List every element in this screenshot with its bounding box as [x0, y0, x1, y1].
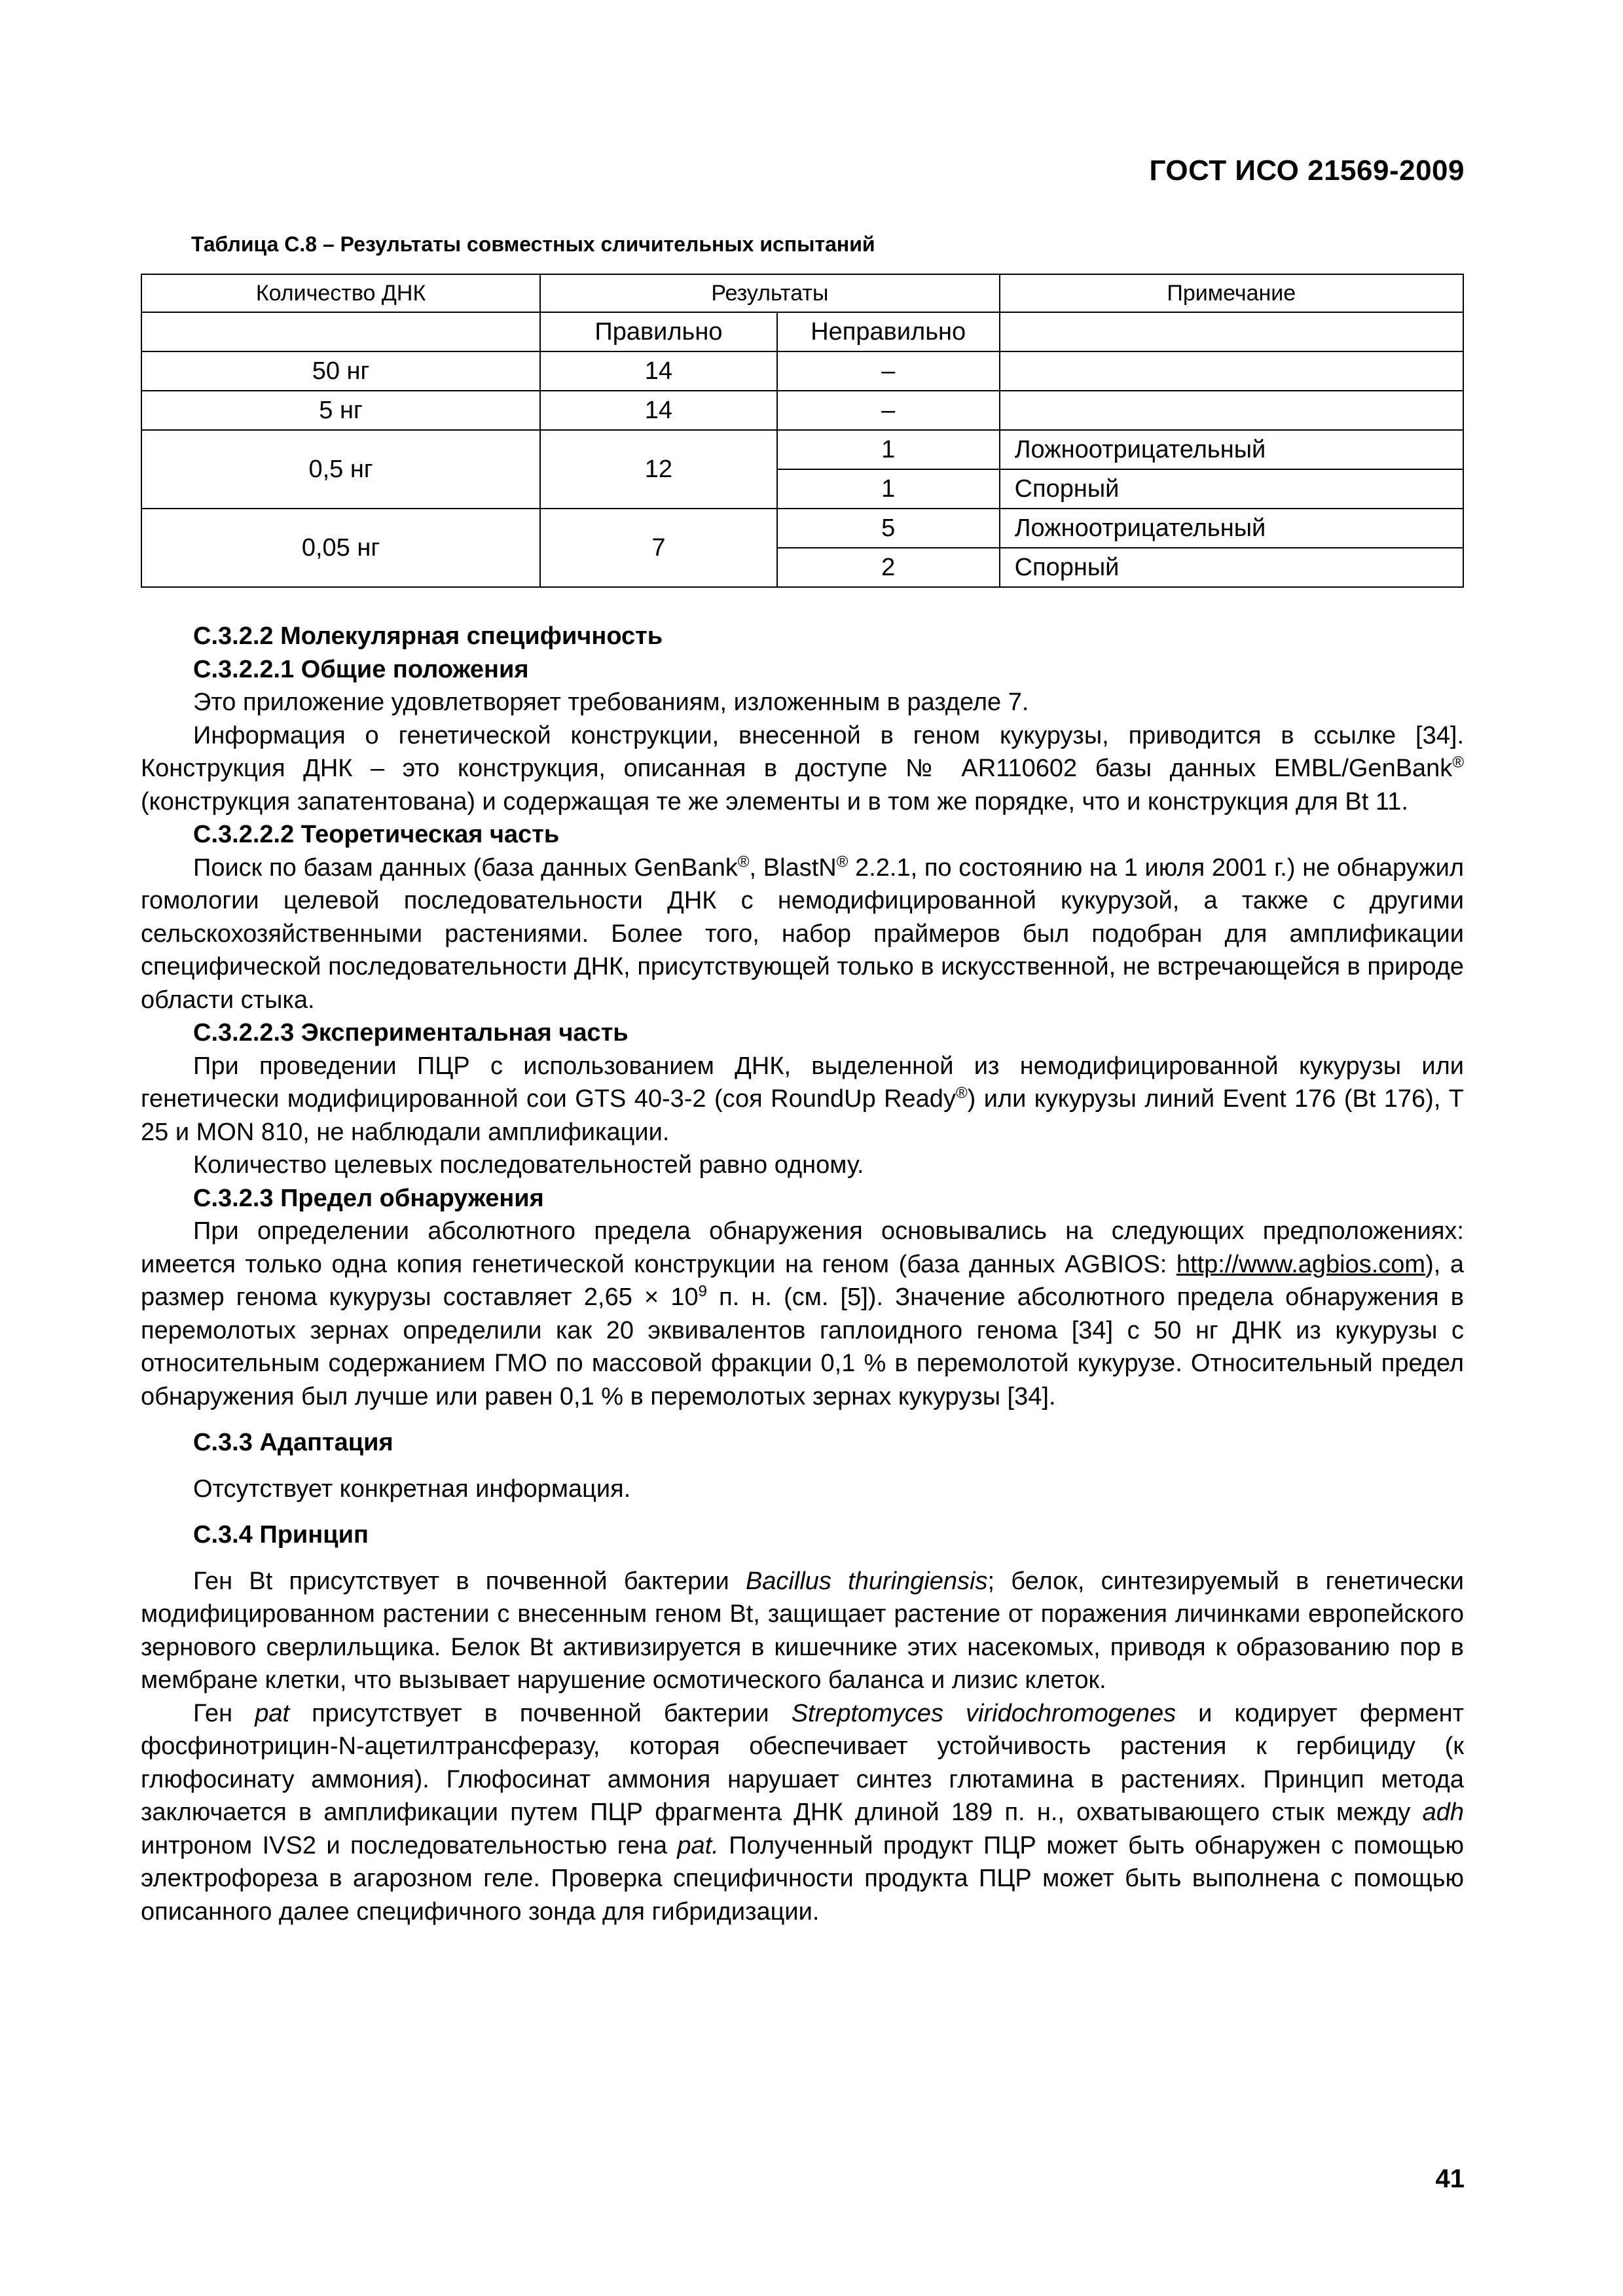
table-header-row — [141, 274, 1463, 312]
table-caption: Таблица С.8 – Результаты совместных сличительных испытаний — [191, 232, 875, 256]
section-heading: С.3.4 Принцип — [193, 1521, 369, 1549]
section-heading: С.3.2.3 Предел обнаружения — [193, 1184, 544, 1212]
section-heading: С.3.2.2.1 Общие положения — [193, 655, 529, 683]
cell-dna: 0,05 нг — [141, 509, 540, 587]
cell-dna: 0,5 нг — [141, 430, 540, 509]
cell-note: Спорный — [1000, 469, 1463, 509]
cell-correct: 14 — [540, 351, 777, 391]
paragraph: Информация о генетической конструкции, внесенной в геном кукурузы, приводится в ссылке [34]. Конструкция ДНК – это конструкция, описанная в доступе № AR110602 базы данных EMBL/GenBank® (конструкция запатентована) и содержащая те же элементы и в том же порядке, что и конструкция для Bt 11. — [141, 721, 1464, 816]
cell-incorrect: 5 — [777, 509, 1000, 548]
cell-note: Ложноотрицательный — [1000, 509, 1463, 548]
table-row — [141, 509, 1463, 548]
cell-note — [1000, 351, 1463, 391]
header-correct: Правильно — [540, 312, 777, 351]
agbios-link[interactable]: http://www.agbios.com — [1176, 1250, 1426, 1278]
section-heading: С.3.2.2.2 Теоретическая часть — [193, 821, 560, 848]
cell-incorrect: 1 — [777, 430, 1000, 469]
cell-incorrect: 2 — [777, 548, 1000, 587]
paragraph: Количество целевых последовательностей равно одному. — [193, 1151, 864, 1179]
header-results: Результаты — [540, 274, 999, 312]
table-row — [141, 430, 1463, 469]
results-table — [141, 274, 1464, 588]
paragraph: При определении абсолютного предела обнаружения основывались на следующих предположениях: имеется только одна копия генетической конструкции на геном (база данных AGBIOS: http://www.agbios.com), а размер генома кукурузы составляет $2,65 \times 10^9$ п. н. (см. [5]). Значение абсолютного предела обнаружения в перемолотых зернах определили как 20 эквивалентов гаплоидного генома [34] с 50 нг ДНК из кукурузы с относительным содержанием ГМО по массовой фракции 0,1 % в перемолотой кукурузе. Относительный предел обнаружения был лучше или равен 0,1 % в перемолотых зернах кукурузы [34]. — [141, 1217, 1464, 1410]
cell-incorrect: – — [777, 391, 1000, 430]
cell-note: Ложноотрицательный — [1000, 430, 1463, 469]
header-dna: Количество ДНК — [141, 274, 540, 312]
paragraph: При проведении ПЦР с использованием ДНК, выделенной из немодифицированной кукурузы или генетически модифицированной сои GTS 40-3-2 (соя RoundUp Ready®) или кукурузы линий Event 176 (Bt 176), Т 25 и MON 810, не наблюдали амплификации. — [141, 1052, 1465, 1146]
section-heading: С.3.2.2.3 Экспериментальная часть — [193, 1019, 629, 1047]
document-code: ГОСТ ИСО 21569-2009 — [1149, 154, 1465, 187]
paragraph: Отсутствует конкретная информация. — [193, 1475, 631, 1503]
cell-correct: 14 — [540, 391, 777, 430]
cell-correct: 7 — [540, 509, 777, 587]
cell-dna: 50 нг — [141, 351, 540, 391]
section-heading: С.3.3 Адаптация — [193, 1429, 393, 1456]
table-subheader-row — [141, 312, 1463, 351]
section-heading: С.3.2.2 Молекулярная специфичность — [193, 622, 663, 650]
cell-dna: 5 нг — [141, 391, 540, 430]
table-row — [141, 391, 1463, 430]
header-incorrect: Неправильно — [777, 312, 1000, 351]
cell-incorrect: – — [777, 351, 1000, 391]
page-number: 41 — [1435, 2164, 1465, 2193]
paragraph: Ген Bt присутствует в почвенной бактерии Bacillus thuringiensis; белок, синтезируемый в генетически модифицированном растении с внесенным геном Bt, защищает растение от поражения личинками европейского зернового сверлильщика. Белок Bt активизируется в кишечнике этих насекомых, приводя к образованию пор в мембране клетки, что вызывает нарушение осмотического баланса и лизис клеток. — [141, 1567, 1465, 1694]
table-row — [141, 351, 1463, 391]
cell-note: Спорный — [1000, 548, 1463, 587]
paragraph: Это приложение удовлетворяет требованиям, изложенным в разделе 7. — [193, 689, 1029, 716]
cell-incorrect: 1 — [777, 469, 1000, 509]
body-text — [141, 620, 1464, 1928]
cell-correct: 12 — [540, 430, 777, 509]
paragraph: Ген pat присутствует в почвенной бактерии Streptomyces viridochromogenes и кодирует фермент фосфинотрицин-N-ацетилтрансферазу, которая обеспечивает устойчивость растения к гербициду (к глюфосинату аммония). Глюфосинат аммония нарушает синтез глютамина в растениях. Принцип метода заключается в амплификации путем ПЦР фрагмента ДНК длиной 189 п. н., охватывающего стык между adh интроном IVS2 и последовательностью гена pat. Полученный продукт ПЦР может быть обнаружен с помощью электрофореза в агарозном геле. Проверка специфичности продукта ПЦР может быть выполнена с помощью описанного далее специфичного зонда для гибридизации. — [141, 1699, 1465, 1926]
header-note: Примечание — [1000, 274, 1463, 312]
paragraph: Поиск по базам данных (база данных GenBank®, BlastN® 2.2.1, по состоянию на 1 июля 2001 г.) не обнаружил гомологии целевой последовательности ДНК с немодифицированной кукурузой, а также с другими сельскохозяйственными растениями. Более того, набор праймеров был подобран для амплификации специфической последовательности ДНК, присутствующей только в искусственной, не встречающейся в природе области стыка. — [141, 852, 1464, 1014]
cell-note — [1000, 391, 1463, 430]
